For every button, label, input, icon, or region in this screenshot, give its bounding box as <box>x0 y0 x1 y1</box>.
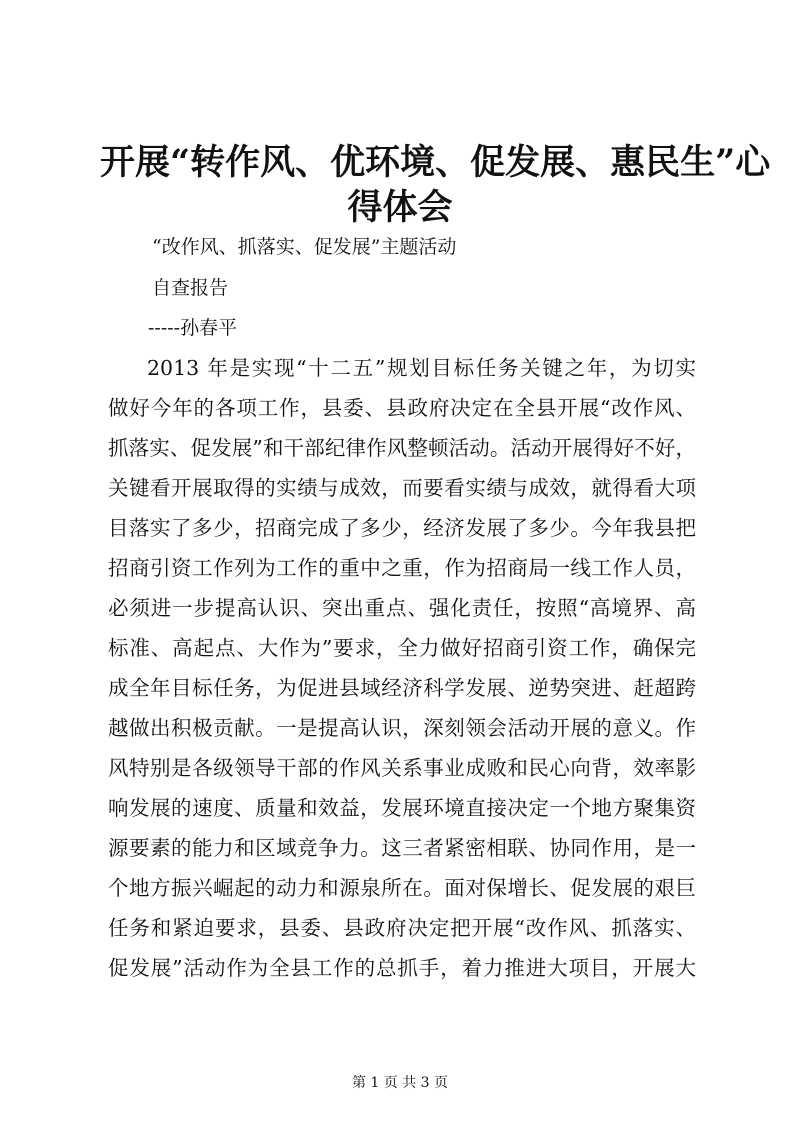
body-line: 标准、高起点、大作为”要求，全力做好招商引资工作，确保完 <box>108 636 696 660</box>
body-line: 做好今年的各项工作，县委、县政府决定在全县开展“改作风、 <box>108 396 696 420</box>
body-line: 成全年目标任务，为促进县域经济科学发展、逆势突进、赶超跨 <box>108 676 696 700</box>
document-subtitle: “改作风、抓落实、促发展”主题活动 <box>152 236 457 258</box>
body-line: 抓落实、促发展”和干部纪律作风整顿活动。活动开展得好不好， <box>108 436 696 460</box>
author-line: -----孙春平 <box>148 317 238 339</box>
body-line: 个地方振兴崛起的动力和源泉所在。面对保增长、促发展的艰巨 <box>108 876 696 900</box>
page-footer: 第 1 页 共 3 页 <box>351 1075 449 1091</box>
body-line: 响发展的速度、质量和效益，发展环境直接决定一个地方聚集资 <box>108 796 696 820</box>
body-line: 关键看开展取得的实绩与成效，而要看实绩与成效，就得看大项 <box>108 476 696 500</box>
body-line: 必须进一步提高认识、突出重点、强化责任，按照“高境界、高 <box>108 596 696 620</box>
body-line: 目落实了多少，招商完成了多少，经济发展了多少。今年我县把 <box>108 516 696 540</box>
body-line: 源要素的能力和区域竞争力。这三者紧密相联、协同作用，是一 <box>108 836 696 860</box>
body-line: 风特别是各级领导干部的作风关系事业成败和民心向背，效率影 <box>108 756 696 780</box>
body-line: 越做出积极贡献。一是提高认识，深刻领会活动开展的意义。作 <box>108 716 696 740</box>
document-title-line-2: 得体会 <box>347 187 453 228</box>
document-title-line-1: 开展“转作风、优环境、促发展、惠民生”心 <box>100 142 771 183</box>
report-label: 自查报告 <box>152 277 229 299</box>
body-line: 任务和紧迫要求，县委、县政府决定把开展“改作风、抓落实、 <box>108 916 696 940</box>
body-line: 促发展”活动作为全县工作的总抓手，着力推进大项目，开展大 <box>108 956 696 980</box>
body-line: 2013 年是实现“十二五”规划目标任务关键之年，为切实 <box>147 356 696 380</box>
body-line: 招商引资工作列为工作的重中之重，作为招商局一线工作人员， <box>108 556 696 580</box>
